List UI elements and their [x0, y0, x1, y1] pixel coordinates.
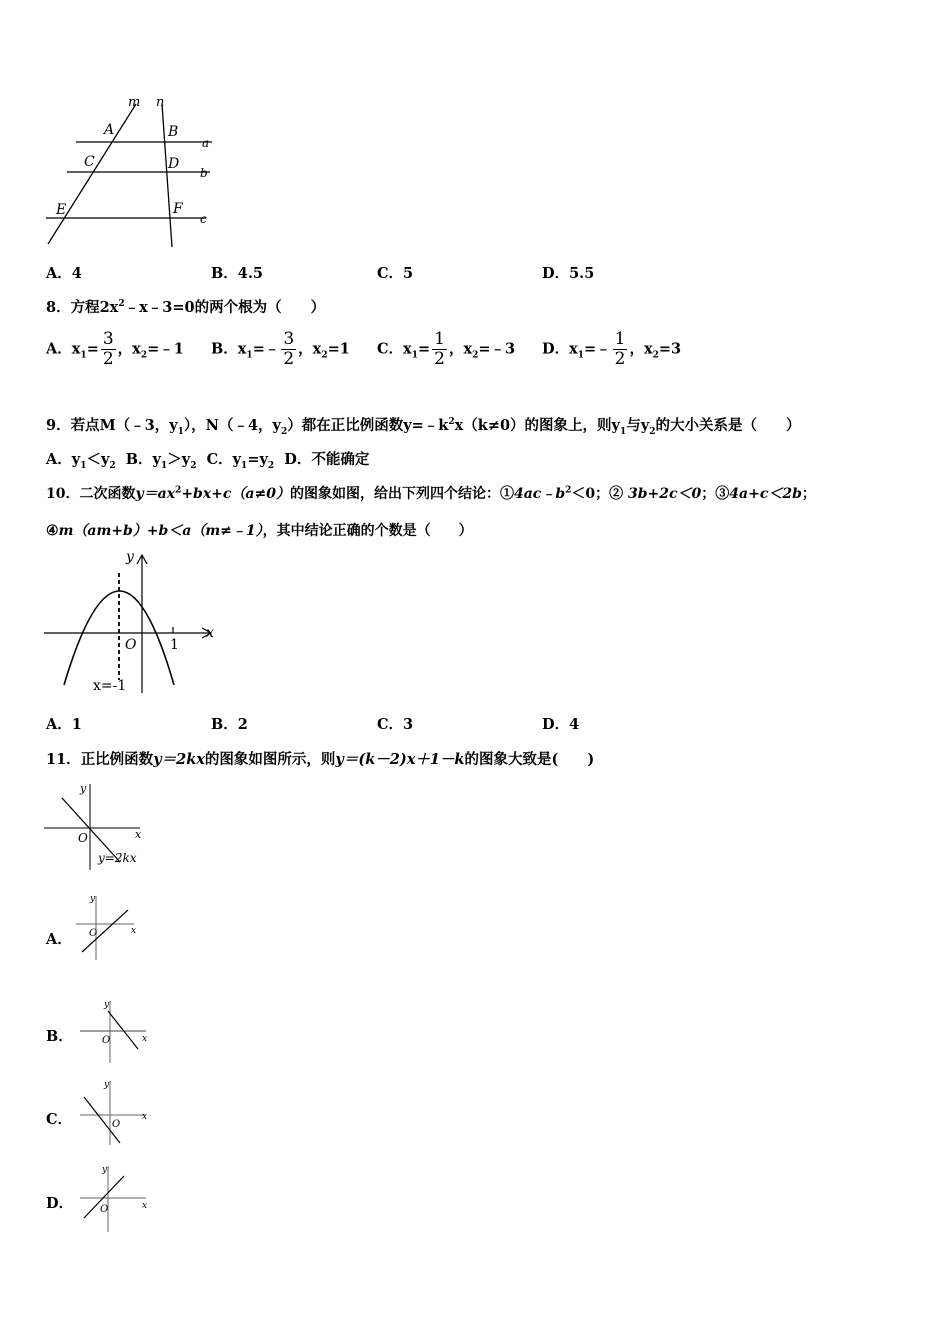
q8-stem: 8．方程$2x^2﹣x﹣3=0$的两个根为（ ） [46, 299, 326, 316]
q11-option-a[interactable]: A． [46, 931, 72, 948]
label-origin: O [100, 1204, 109, 1215]
q7-option-a[interactable]: A．4 [46, 265, 82, 282]
fraction: $\frac{3}{2}$ [283, 329, 295, 369]
parabola-graph [40, 545, 220, 697]
label-E: E [56, 202, 67, 218]
label-axis-eq: x=-1 [93, 678, 127, 694]
option-b-graph[interactable] [72, 995, 152, 1067]
label-b: b [200, 166, 208, 180]
q9-option-d[interactable]: D．不能确定 [284, 451, 370, 468]
q11-option-c[interactable]: C． [46, 1111, 73, 1128]
q11-stem: 11．正比例函数y＝2kx的图象如图所示，则y＝(k－2)x＋1－k的图象大致是( ) [46, 751, 595, 768]
label-x: x [131, 926, 137, 936]
q10-option-b[interactable]: B．2 [211, 716, 248, 733]
label-x: x [142, 1112, 148, 1122]
label-one: 1 [170, 637, 179, 653]
label-y: y [104, 1000, 110, 1010]
label-x: x [206, 625, 214, 641]
label-y: y [80, 782, 87, 795]
q7-option-d[interactable]: D．5.5 [542, 265, 595, 282]
q9-stem: 9．若点M（﹣3，$y_1$），N（﹣4，$y_2$）都在正比例函数$y=﹣k^2x(k\ne 0)$的图象上，则$y_1$与$y_2$的大小关系是（ ） [46, 417, 801, 437]
label-y: y [126, 549, 134, 565]
q8-option-a[interactable]: A．$x_1=$ $\frac{3}{2}$ ，$x_2=﹣1$ [46, 329, 184, 369]
label-C: C [84, 154, 95, 170]
label-D: D [168, 156, 180, 172]
option-a-graph[interactable] [72, 890, 142, 965]
q10-stem-line2: ④m（am+b）+b＜a（m≠﹣1），其中结论正确的个数是（ ） [46, 523, 473, 539]
q9-option-a[interactable]: A．$y_1<y_2$ [46, 451, 116, 471]
label-x: x [142, 1034, 148, 1044]
label-n: n [156, 95, 165, 110]
parallel-lines-figure [40, 92, 225, 252]
direct-proportion-graph [40, 778, 150, 873]
graph-line [108, 1011, 138, 1049]
fraction: $\frac{1}{2}$ [434, 329, 445, 369]
q10-option-a[interactable]: A．1 [46, 716, 82, 733]
fraction: $\frac{1}{2}$ [614, 329, 626, 369]
label-x: x [135, 828, 142, 841]
q8-option-d[interactable]: D．$x_1=﹣$ $\frac{1}{2}$ ，$x_2=3$ [542, 329, 682, 369]
option-d-graph[interactable] [72, 1160, 152, 1235]
label-F: F [173, 201, 183, 217]
q10-option-c[interactable]: C．3 [377, 716, 414, 733]
label-y: y [104, 1080, 110, 1090]
label-eq: y=2kx [98, 851, 137, 865]
q11-option-b[interactable]: B． [46, 1028, 73, 1045]
q9-option-b[interactable]: B．$y_1>y_2$ [125, 451, 197, 471]
label-y: y [102, 1165, 108, 1175]
label-origin: O [78, 831, 88, 845]
label-origin: O [112, 1119, 121, 1130]
label-y: y [90, 894, 96, 904]
q7-option-b[interactable]: B．4.5 [211, 265, 263, 282]
label-origin: O [102, 1035, 111, 1046]
q11-option-d[interactable]: D． [46, 1195, 74, 1212]
label-a: a [202, 136, 210, 150]
label-origin: O [125, 637, 137, 653]
q7-option-c[interactable]: C．5 [377, 265, 414, 282]
q10-option-d[interactable]: D．4 [542, 716, 580, 733]
label-A: A [104, 122, 115, 138]
label-c: c [200, 212, 207, 226]
q9-option-c[interactable]: C．$y_1=y_2$ [206, 451, 275, 471]
fraction: $\frac{3}{2}$ [102, 329, 114, 369]
q8-option-c[interactable]: C．$x_1=$ $\frac{1}{2}$ ，$x_2=﹣3$ [377, 329, 516, 369]
label-x: x [142, 1201, 148, 1211]
q10-stem-line1: 10．二次函数$y=ax^2+bx+c(a\ne 0)$的图象如图，给出下列四个结论：$①4ac﹣b^2<0$；② 3b+2c＜0；③4a+c＜2b； [46, 485, 816, 502]
q8-option-b[interactable]: B．$x_1=﹣$ $\frac{3}{2}$ ，$x_2=1$ [211, 329, 350, 369]
label-m: m [128, 95, 141, 110]
q9-options [46, 448, 369, 471]
line-m [48, 104, 136, 244]
label-B: B [168, 124, 179, 140]
option-c-graph[interactable] [72, 1075, 152, 1147]
label-origin: O [89, 928, 98, 939]
